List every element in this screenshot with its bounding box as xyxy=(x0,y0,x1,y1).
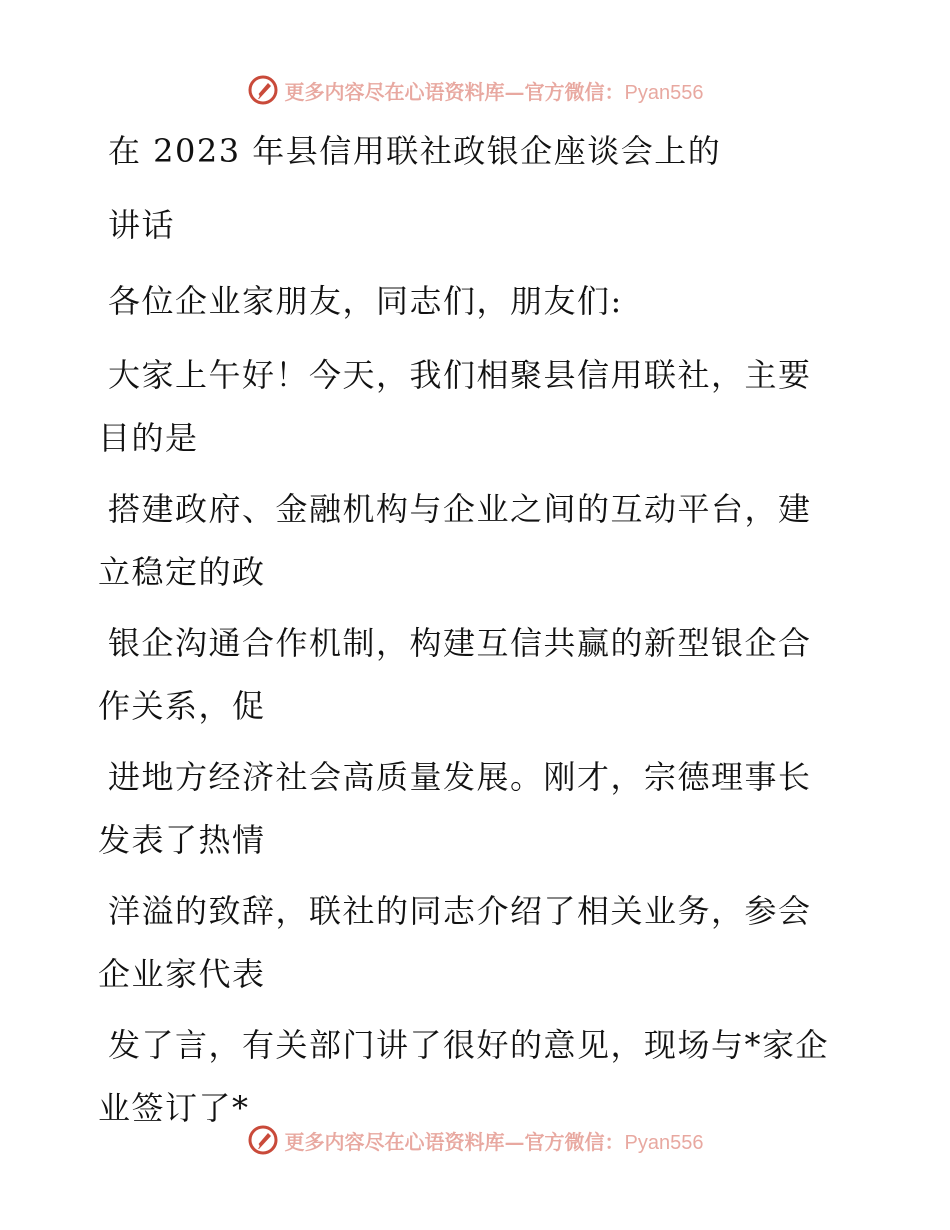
paragraph-line: 企业家代表 xyxy=(98,955,266,993)
brush-logo-icon xyxy=(247,74,279,106)
paragraph-line: 目的是 xyxy=(98,419,199,457)
paragraph-line: 发表了热情 xyxy=(98,821,266,859)
salutation: 各位企业家朋友，同志们，朋友们: xyxy=(108,282,623,320)
header-watermark xyxy=(0,70,950,110)
paragraph-line: 大家上午好！今天，我们相聚县信用联社，主要 xyxy=(108,356,812,394)
paragraph-line: 洋溢的致辞，联社的同志介绍了相关业务，参会 xyxy=(108,892,812,930)
watermark-text: 更多内容尽在心语资料库—官方微信：Pyan556 xyxy=(284,79,704,104)
document-body xyxy=(98,118,858,1138)
paragraph-line: 立稳定的政 xyxy=(98,553,266,591)
paragraph-line: 作关系，促 xyxy=(98,687,266,725)
paragraph-line: 银企沟通合作机制，构建互信共赢的新型银企合 xyxy=(108,624,812,662)
watermark-text: 更多内容尽在心语资料库—官方微信：Pyan556 xyxy=(284,1129,704,1154)
brush-logo-icon xyxy=(247,1124,279,1156)
footer-watermark xyxy=(0,1120,950,1160)
title-line-1: 在 2023 年县信用联社政银企座谈会上的 xyxy=(108,132,722,170)
title-line-2: 讲话 xyxy=(108,206,176,244)
paragraph-line: 搭建政府、金融机构与企业之间的互动平台，建 xyxy=(108,490,812,528)
paragraph-line: 进地方经济社会高质量发展。刚才，宗德理事长 xyxy=(108,758,812,796)
paragraph-line: 业签订了* xyxy=(98,1089,250,1127)
paragraph-line: 发了言，有关部门讲了很好的意见，现场与*家企 xyxy=(108,1026,830,1064)
